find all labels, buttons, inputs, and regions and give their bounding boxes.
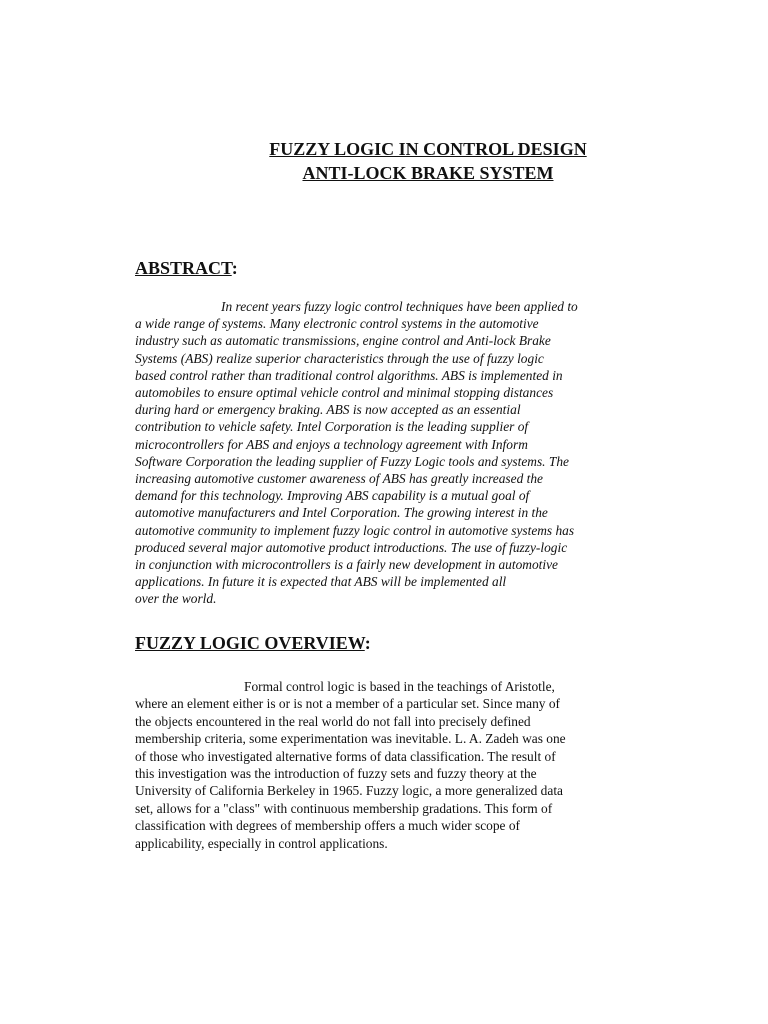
overview-line: University of California Berkeley in 1965. Fuzzy logic, a more generalized data <box>135 783 563 799</box>
overview-line: applicability, especially in control applications. <box>135 835 388 851</box>
abstract-heading <box>135 258 238 279</box>
document-title <box>200 137 656 185</box>
abstract-line: produced several major automotive product introductions. The use of fuzzy-logic <box>135 539 568 555</box>
abstract-paragraph <box>135 298 635 608</box>
overview-heading-text: FUZZY LOGIC OVERVIEW <box>135 633 365 653</box>
abstract-line: industry such as automatic transmissions, engine control and Anti-lock Brake <box>135 333 551 349</box>
abstract-line: over the world. <box>135 591 217 607</box>
overview-line: set, allows for a "class" with continuous membership gradations. This form of <box>135 800 553 816</box>
overview-line: where an element either is or is not a member of a particular set. Since many of <box>135 696 560 712</box>
abstract-line: microcontrollers for ABS and enjoys a technology agreement with Inform <box>135 436 528 452</box>
overview-line: classification with degrees of membership offers a much wider scope of <box>135 818 520 834</box>
abstract-line: demand for this technology. Improving ABS capability is a mutual goal of <box>135 488 530 504</box>
overview-line: of those who investigated alternative forms of data classification. The result of <box>135 748 556 764</box>
abstract-heading-colon: : <box>231 258 238 278</box>
abstract-line: increasing automotive customer awareness of ABS has greatly increased the <box>135 471 543 487</box>
overview-line: this investigation was the introduction of fuzzy sets and fuzzy theory at the <box>135 766 537 782</box>
abstract-line: Software Corporation the leading supplier of Fuzzy Logic tools and systems. The <box>135 453 569 469</box>
abstract-line: automobiles to ensure optimal vehicle control and minimal stopping distances <box>135 385 554 401</box>
overview-line: Formal control logic is based in the teachings of Aristotle, <box>244 679 555 694</box>
overview-line: the objects encountered in the real world do not fall into precisely defined <box>135 713 531 729</box>
abstract-line: automotive manufacturers and Intel Corporation. The growing interest in the <box>135 505 548 521</box>
abstract-line: based control rather than traditional control algorithms. ABS is implemented in <box>135 367 563 383</box>
abstract-line: contribution to vehicle safety. Intel Corporation is the leading supplier of <box>135 419 529 435</box>
abstract-line: applications. In future it is expected that ABS will be implemented all <box>135 574 507 590</box>
abstract-line: in conjunction with microcontrollers is a fairly new development in automotive <box>135 557 558 573</box>
title-line-2: ANTI-LOCK BRAKE SYSTEM <box>302 163 554 183</box>
overview-paragraph <box>135 678 615 852</box>
abstract-heading-text: ABSTRACT <box>135 258 232 278</box>
abstract-line: automotive community to implement fuzzy logic control in automotive systems has <box>135 522 575 538</box>
overview-line: membership criteria, some experimentation was inevitable. L. A. Zadeh was one <box>135 731 566 747</box>
abstract-line: during hard or emergency braking. ABS is now accepted as an essential <box>135 402 521 418</box>
abstract-line: In recent years fuzzy logic control techniques have been applied to <box>221 299 578 314</box>
title-line-1: FUZZY LOGIC IN CONTROL DESIGN <box>269 139 587 159</box>
abstract-line: Systems (ABS) realize superior characteristics through the use of fuzzy logic <box>135 350 544 366</box>
overview-heading-colon: : <box>364 633 371 653</box>
abstract-line: a wide range of systems. Many electronic control systems in the automotive <box>135 316 539 332</box>
overview-heading <box>135 633 371 654</box>
